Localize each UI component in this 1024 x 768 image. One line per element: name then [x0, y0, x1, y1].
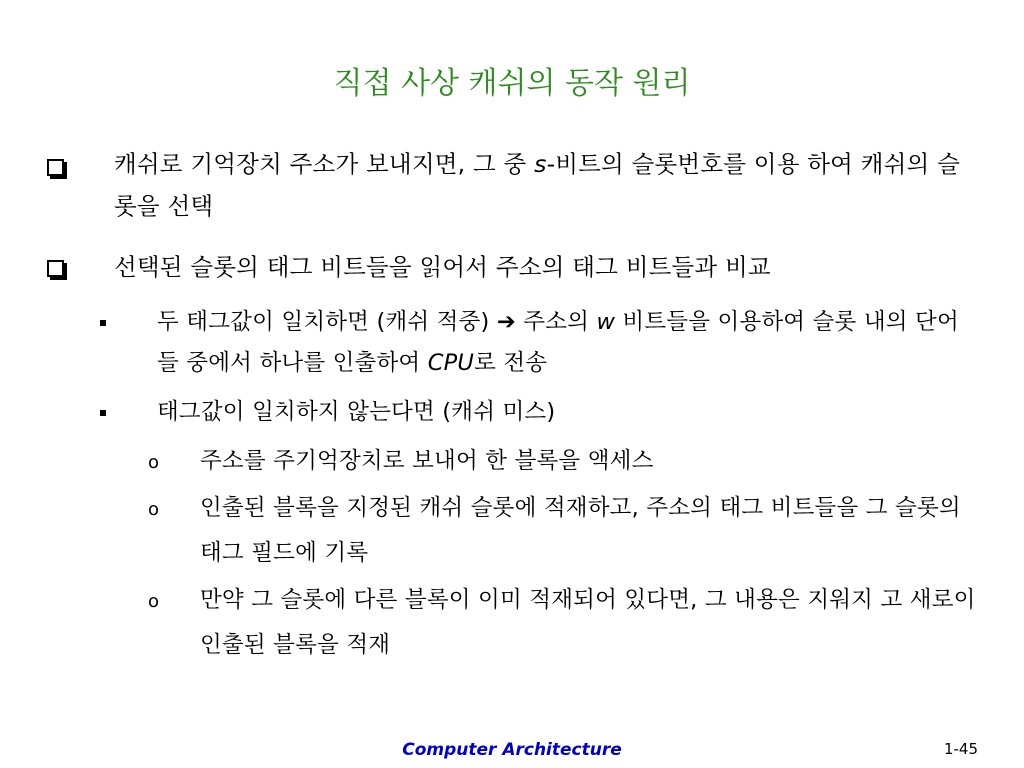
sub-bullet-1-italic: w — [596, 309, 616, 335]
sub-sub-bullet-2-text: 인출된 블록을 지정된 캐쉬 슬롯에 적재하고, 주소의 태그 비트들을 그 슬롯의 태그 필드에 기록 — [200, 495, 961, 566]
o-bullet-marker: o — [148, 452, 160, 473]
sub-bullet-2 — [157, 392, 977, 433]
sub-bullet-1-text-mid: 주소의 — [515, 309, 597, 335]
bullet-2-text: 선택된 슬롯의 태그 비트들을 읽어서 주소의 태그 비트들과 비교 — [114, 253, 771, 281]
page-number: 1-45 — [943, 740, 978, 758]
sub-bullet-1-text-end: 로 전송 — [474, 350, 548, 376]
o-bullet-marker: o — [148, 499, 160, 520]
sub-sub-bullet-1 — [200, 439, 990, 484]
hollow-square-bullet-icon — [47, 260, 64, 277]
filled-square-bullet-icon — [100, 410, 106, 416]
sub-bullet-2-text: 태그값이 일치하지 않는다면 (캐쉬 미스) — [157, 399, 556, 425]
bullet-1-text: 캐쉬로 기억장치 주소가 보내지면, 그 중 — [114, 150, 535, 178]
bullet-1-italic: s — [534, 150, 547, 178]
sub-sub-bullet-1-text: 주소를 주기억장치로 보내어 한 블록을 액세스 — [200, 448, 654, 474]
bullet-1 — [114, 143, 974, 227]
sub-bullet-1 — [157, 302, 977, 384]
sub-bullet-1-italic-2: CPU — [427, 350, 475, 376]
hollow-square-bullet-icon — [47, 159, 64, 176]
sub-sub-bullet-3 — [200, 578, 990, 668]
bullet-2 — [114, 246, 974, 288]
bullet-1-text-after: -비트의 슬롯번호를 이용 하여 캐쉬의 슬롯을 선택 — [114, 150, 961, 220]
sub-sub-bullet-3-text: 만약 그 슬롯에 다른 블록이 이미 적재되어 있다면, 그 내용은 지워지 고 새로이 인출된 블록을 적재 — [200, 587, 976, 658]
filled-square-bullet-icon — [100, 320, 106, 326]
slide-title: 직접 사상 캐쉬의 동작 원리 — [333, 66, 691, 101]
sub-sub-bullet-2 — [200, 486, 990, 576]
footer-course-title: Computer Architecture — [402, 740, 622, 760]
sub-bullet-1-text: 두 태그값이 일치하면 (캐쉬 적중) — [157, 309, 497, 335]
o-bullet-marker: o — [148, 591, 160, 612]
sub-bullet-1-text-after: 비트들을 이용하여 슬롯 내의 단어들 중에서 하나를 인출하여 — [157, 309, 959, 376]
right-arrow-icon: ➔ — [496, 309, 516, 335]
